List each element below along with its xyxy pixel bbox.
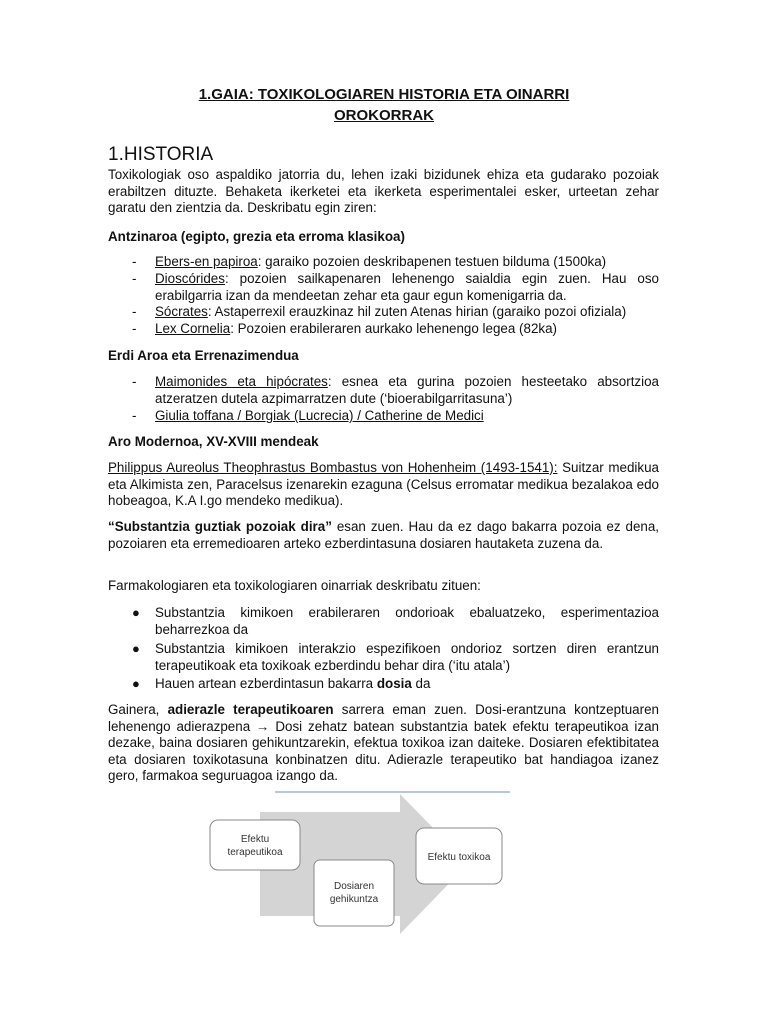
item-name: Dioscórides <box>155 271 225 286</box>
section-heading: 1.HISTORIA <box>108 144 214 165</box>
intro-paragraph: Toxikologiak oso aspaldiko jatorria du, lehen izaki bizidunek ehiza eta gudarako pozoiak erabiltzen dituzte. Behaketa ikerketei eta ikerketa esperimentalei esker, urteetan zehar garatu den zientzia da. Deskribatu egin ziren: <box>108 167 659 215</box>
page-title <box>108 84 660 126</box>
item-name: Maimonides eta hipócrates <box>155 374 328 389</box>
box-left-line-1: Efektu <box>240 834 270 845</box>
erdi-aroa-heading: Erdi Aroa eta Errenazimendua <box>108 348 299 363</box>
item-name: Ebers-en papiroa <box>155 254 258 269</box>
box-bottom-line-2: gehikuntza <box>329 894 379 905</box>
item-name: Lex Cornelia <box>155 321 231 336</box>
bullet-icon: ● <box>132 605 140 620</box>
quote-paragraph: “Substantzia guztiak pozoiak dira” esan zuen. Hau da ez dago bakarra pozoia ez dena, pozoiaren eta erremedioaren arteko ezberdintasuna dosiaren hautaketa zuzena da. <box>108 519 660 551</box>
farma-intro: Farmakologiaren eta toxikologiaren oinarriak deskribatu zituen: <box>108 578 481 593</box>
item-name: Giulia toffana / Borgiak (Lucrecia) / Catherine de Medici <box>155 408 484 423</box>
box-dosiaren-gehikuntza <box>314 860 394 926</box>
title-line-1: 1.GAIA: TOXIKOLOGIAREN HISTORIA ETA OINARRI <box>198 86 570 103</box>
quote: “Substantzia guztiak pozoiak dira” <box>108 519 332 534</box>
box-right-label: Efektu toxikoa <box>427 852 491 863</box>
item-name: Sócrates <box>155 304 208 319</box>
aro-modernoa-heading: Aro Modernoa, XV-XVIII mendeak <box>108 434 319 449</box>
document-page: 1.GAIA: TOXIKOLOGIAREN HISTORIA ETA OINARRI OROKORRAK 1.HISTORIA Toxikologiak oso aspaldiko jatorria du, lehen izaki bizidunek ehiza eta gudarako pozoiak erabiltzen dituzte. Behaketa ikerketei eta ikerketa esperimentalei esker, urteetan zehar garatu den zientzia da. Deskribatu egin ziren: Antzinaroa (egipto, grezia eta erroma klasikoa) - Ebers-en papiroa: garaiko pozoien deskribapenen testuen bilduma (1500ka) - Dioscórides: pozoien sailkapenaren lehenengo saialdia egin zuen. Hau oso erabilgarria izan da mendeetan zehar eta gaur egun komenigarria da. - Sócrates: Astaperrexil erauzkinaz hil zuten Atenas hirian (garaiko pozoi ofiziala) - Lex Cornelia: Pozoien erabileraren aurkako lehenengo legea (82ka) Erdi Aroa eta Errenazimendua - Maimonides eta hipócrates: esnea eta gurina pozoien hesteetako absortzioa atzeratzen dutela azpimarratzen dute (‘bioerabilgarritasuna’) - Giulia toffana / Borgiak (Lucrecia) / Catherine de Medici Aro Modernoa, XV-XVIII mendeak Philippus Aureolus Theophrastus Bombastus von Hohenheim (1493-1541): Suitzar medikua eta Alkimista zen, Paracelsus izenarekin ezaguna (Celsus erromatar medikua bezalakoa edo hobeagoa, K.A I.go mendeko medikua). “Substantzia guztiak pozoiak dira” esan zuen. Hau da ez dago bakarra pozoia ez dena, pozoiaren eta erremedioaren arteko ezberdintasuna dosiaren hautaketa zuzena da. Farmakologiaren eta toxikologiaren oinarriak deskribatu zituen: ● Substantzia kimikoen erabileraren ondorioak ebaluatzeko, esperimentazioa beharrezkoa da ● Substantzia kimikoen interakzio espezifikoen ondorioz sortzen diren erantzun terapeutikoak eta toxikoak ezberdindu behar dira (‘itu atala’) ● Hauen artean ezberdintasun bakarra dosia da Gainera, adierazle terapeutikoaren sarrera eman zuen. Dosi-erantzuna kontzeptuaren lehenengo adierazpena → Dosi zehatz batean substantzia batek efektu terapeutikoa izan dezake, baina dosiaren gehikuntzarekin, efektua toxikoa izan daiteke. Dosiaren efektibitatea eta dosiaren toxikotasuna konbinatzen ditu. Adierazle terapeutiko bat handiagoa izanez gero, farmakoa seguruagoa izango da. Efektu terapeutikoa Efektu toxikoa Dosiaren gehikuntza <box>0 0 768 1024</box>
antzinaroa-heading: Antzinaroa (egipto, grezia eta erroma klasikoa) <box>108 229 405 244</box>
gainera-paragraph: Gainera, adierazle terapeutikoaren sarrera eman zuen. Dosi-erantzuna kontzeptuaren lehenengo adierazpena → Dosi zehatz batean substantzia batek efektu terapeutikoa izan dezake, baina dosiaren gehikuntzarekin, efektua toxikoa izan daiteke. Dosiaren efektibitatea eta dosiaren toxikotasuna konbinatzen ditu. Adierazle terapeutiko bat handiagoa izanez gero, farmakoa seguruagoa izango da. <box>108 702 659 783</box>
bullet-icon: ● <box>132 641 140 656</box>
bullet-icon: ● <box>132 676 140 691</box>
box-bottom-line-1: Dosiaren <box>333 881 375 892</box>
box-left-line-2: terapeutikoa <box>227 847 283 858</box>
paracelsus-paragraph: Philippus Aureolus Theophrastus Bombastus von Hohenheim (1493-1541): Suitzar medikua eta Alkimista zen, Paracelsus izenarekin ezaguna (Celsus erromatar medikua bezalakoa edo hobeagoa, K.A I.go mendeko medikua). <box>108 460 659 508</box>
person-name: Philippus Aureolus Theophrastus Bombastus von Hohenheim (1493-1541): <box>108 460 558 475</box>
box-efektu-terapeutikoa <box>210 820 300 870</box>
title-line-2: OROKORRAK <box>334 107 434 124</box>
dose-effect-diagram <box>200 784 520 934</box>
